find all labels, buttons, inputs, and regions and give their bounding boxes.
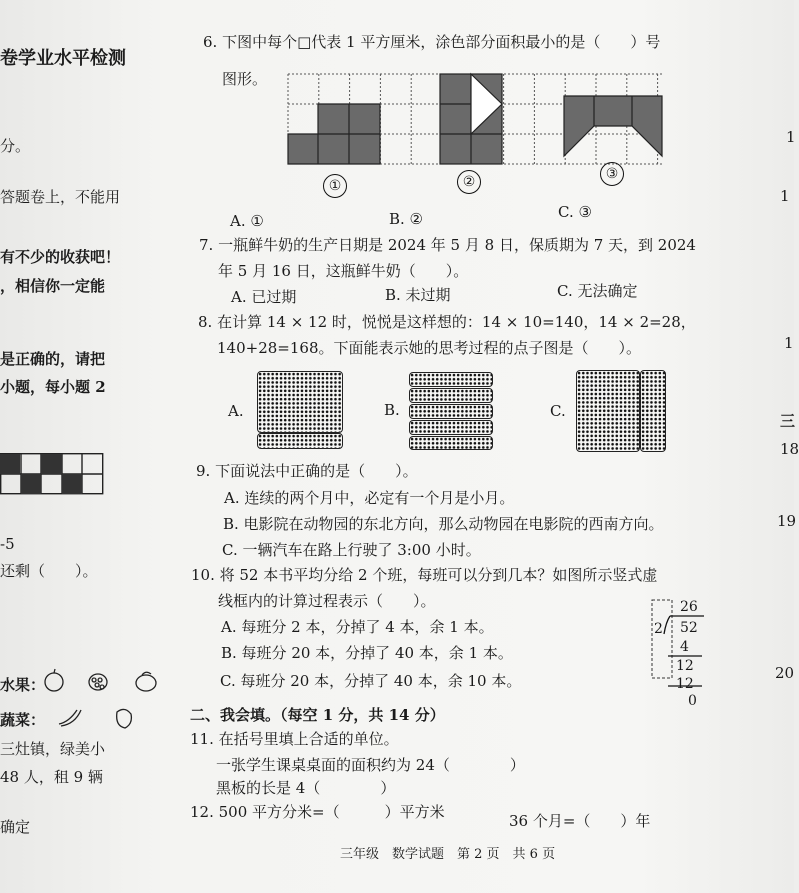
right-text-fragment: 1 — [784, 334, 794, 352]
division-dividend: 52 — [680, 620, 698, 636]
apple-icon — [45, 673, 63, 691]
left-text-fragment: ，相信你一定能 — [0, 277, 106, 295]
dot-array-a-extra — [257, 433, 343, 449]
q11-stem: 11. 在括号里填上合适的单位。 — [190, 730, 399, 748]
figure-label-1: ① — [323, 174, 347, 198]
dot-array-b-row — [409, 420, 493, 435]
left-text-fragment: 48 人，租 9 辆 — [0, 768, 103, 786]
q6-option-b[interactable]: B. ② — [389, 210, 424, 228]
q8-option-b[interactable]: B. — [384, 401, 400, 419]
dashed-box — [652, 600, 672, 678]
q6-stem-cont: 图形。 — [222, 70, 268, 88]
right-text-fragment: 20 — [775, 664, 795, 682]
left-text-fragment: 还剩（ ）。 — [0, 562, 98, 580]
q10-stem-cont: 线框内的计算过程表示（ ）。 — [218, 592, 436, 610]
q11-blank-2[interactable]: 黑板的长是 4（ ） — [216, 779, 396, 797]
q9-stem: 9. 下面说法中正确的是（ ）。 — [196, 462, 418, 480]
q10-option-b[interactable]: B. 每班分 20 本，分掉了 40 本，余 1 本。 — [221, 644, 513, 662]
division-step2: 12 — [676, 658, 694, 674]
peach-icon — [136, 675, 156, 691]
fruit-icons — [42, 668, 160, 694]
division-remainder: 0 — [688, 693, 697, 709]
cabbage-icon — [117, 709, 132, 728]
left-text-fragment: 水果： — [0, 676, 46, 694]
q7-option-c[interactable]: C. 无法确定 — [557, 282, 638, 300]
dot-array-b-row — [409, 436, 493, 450]
q6-grid-figure — [288, 74, 666, 166]
page-footer: 三年级 数学试题 第 2 页 共 6 页 — [340, 847, 556, 862]
left-text-fragment: 分。 — [0, 137, 31, 155]
q10-stem: 10. 将 52 本书平均分给 2 个班，每班可以分到几本？如图所示竖式虚 — [191, 566, 658, 584]
dot-array-b-row — [409, 404, 493, 419]
q7-stem: 7. 一瓶鲜牛奶的生产日期是 2024 年 5 月 8 日，保质期为 7 天，到 2024 — [199, 236, 696, 254]
dot-array-a-main — [257, 371, 343, 433]
figure-label-2: ② — [457, 170, 481, 194]
q6-option-c[interactable]: C. ③ — [558, 203, 592, 221]
dot-array-b-row — [409, 388, 493, 403]
q12-blank-2[interactable]: 36 个月=（ ）年 — [509, 812, 651, 830]
right-text-fragment: 1 — [786, 128, 796, 146]
dot-array-c-extra — [640, 370, 666, 452]
left-text-fragment: 三灶镇，绿美小 — [0, 740, 106, 758]
left-text-fragment: 答题卷上，不能用 — [0, 188, 121, 206]
dot-array-b-row — [409, 372, 493, 387]
right-text-fragment: 18 — [780, 440, 799, 458]
q9-option-b[interactable]: B. 电影院在动物园的东北方向，那么动物园在电影院的西南方向。 — [223, 515, 664, 533]
q7-stem-cont: 年 5 月 16 日，这瓶鲜牛奶（ ）。 — [218, 262, 469, 280]
left-grid-fragment — [0, 453, 104, 495]
q10-option-a[interactable]: A. 每班分 2 本，分掉了 4 本，余 1 本。 — [221, 618, 494, 636]
q7-option-b[interactable]: B. 未过期 — [385, 286, 451, 304]
q7-option-a[interactable]: A. 已过期 — [231, 288, 297, 306]
q6-stem: 6. 下图中每个□代表 1 平方厘米，涂色部分面积最小的是（ ）号 — [203, 33, 661, 51]
right-text-fragment: 三 — [780, 412, 796, 430]
division-divisor: 2 — [654, 621, 663, 637]
right-text-fragment: 19 — [777, 512, 797, 530]
left-text-fragment: 蔬菜： — [0, 711, 46, 729]
q9-option-a[interactable]: A. 连续的两个月中，必定有一个月是小月。 — [224, 489, 515, 507]
division-step3: 12 — [676, 676, 694, 692]
figure-label-3: ③ — [600, 162, 624, 186]
left-text-fragment: 小题，每小题 2 — [0, 378, 106, 396]
dot-array-c-main — [576, 370, 640, 452]
q10-option-c[interactable]: C. 每班分 20 本，分掉了 40 本，余 10 本。 — [220, 672, 522, 690]
long-division-figure — [648, 598, 708, 710]
division-step1: 4 — [680, 639, 689, 655]
eggplant-icon — [59, 710, 77, 724]
q8-stem: 8. 在计算 14 × 12 时，悦悦是这样想的：14 × 10=140，14 × 2=28， — [198, 313, 696, 331]
division-quotient: 26 — [680, 599, 698, 615]
q8-stem-cont: 140+28=168。下面能表示她的思考过程的点子图是（ ）。 — [217, 339, 641, 357]
left-text-fragment: 确定 — [0, 818, 31, 836]
left-text-fragment: 是正确的，请把 — [0, 350, 106, 368]
q6-option-a[interactable]: A. ① — [230, 212, 264, 230]
q11-blank-1[interactable]: 一张学生课桌桌面的面积约为 24（ ） — [216, 756, 525, 774]
left-title-fragment: 卷学业水平检测 — [0, 48, 126, 69]
section-heading: 二、我会填。（每空 1 分，共 14 分） — [190, 706, 445, 724]
left-text-fragment: 有不少的收获吧！ — [0, 248, 121, 266]
vegetable-icons — [55, 704, 140, 730]
q8-option-a[interactable]: A. — [228, 402, 244, 420]
q12-blank-1[interactable]: 12. 500 平方分米=（ ）平方米 — [190, 803, 445, 821]
q8-option-c[interactable]: C. — [550, 402, 566, 420]
q9-option-c[interactable]: C. 一辆汽车在路上行驶了 3:00 小时。 — [222, 541, 481, 559]
left-text-fragment: -5 — [0, 535, 15, 553]
right-text-fragment: 1 — [780, 187, 790, 205]
